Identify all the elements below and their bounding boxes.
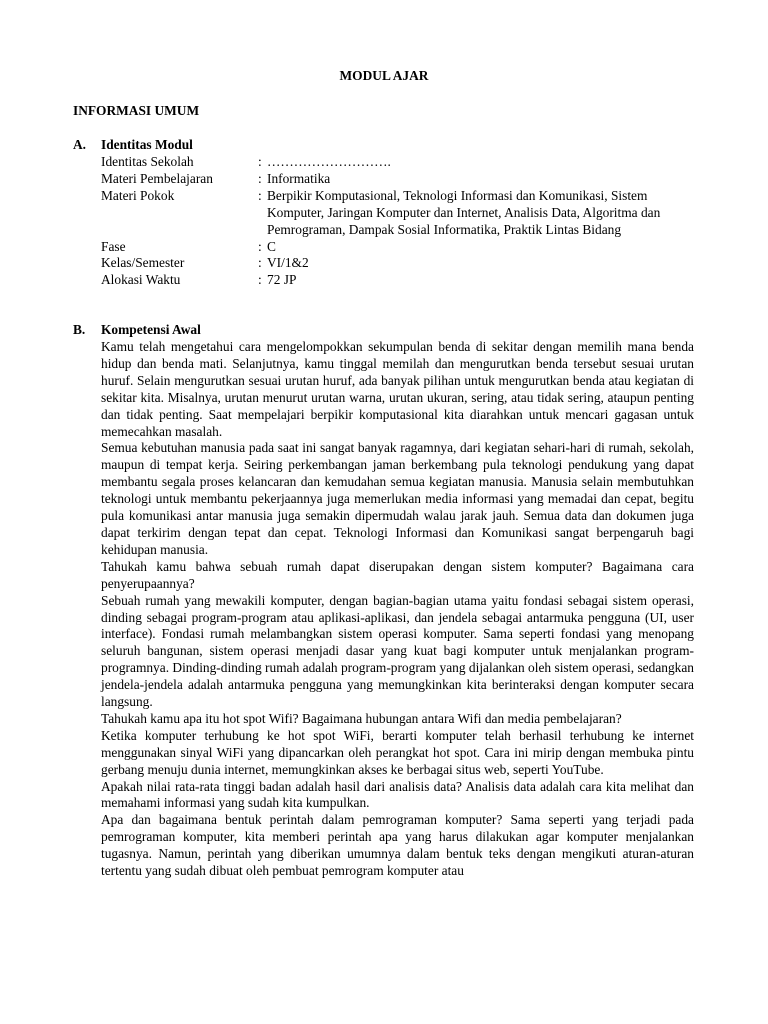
identity-row [101,171,701,188]
identity-row [101,188,701,239]
identity-row [101,154,701,171]
paragraph: Semua kebutuhan manusia pada saat ini sangat banyak ragamnya, dari kegiatan sehari-hari di rumah, sekolah, maupun di tempat kerja. Seiring perkembangan jaman berkembang pula teknologi pendukung yang dapat membantu segala proses kelancaran dan kemudahan semua kegiatan manusia. Manusia selain membutuhkan teknologi untuk membantu pekerjaannya juga memerlukan media informasi yang memadai dan cepat, begitu pula komunikasi antar manusia juga semakin dipermudah walau jarak jauh. Semua data dan dokumen juga dapat terkirim dengan tepat dan cepat. Teknologi Informasi dan Komunikasi sangat berpengaruh bagi kehidupan manusia. [101,440,694,557]
identity-label: Kelas/Semester [101,255,185,271]
identity-row [101,272,701,289]
identity-value: Informatika [267,170,331,186]
section-b-title: Kompetensi Awal [101,322,201,337]
section-a-title: Identitas Modul [101,137,193,152]
section-a-letter: A. [73,137,87,152]
identity-label: Materi Pembelajaran [101,170,213,186]
identity-value: ………………………. [267,154,391,169]
identity-colon: : [258,154,262,169]
document-title: MODUL AJAR [339,68,429,83]
identity-value: 72 JP [267,272,297,288]
paragraph: Ketika komputer terhubung ke hot spot WiFi, berarti komputer telah berhasil terhubung ke internet menggunakan sinyal WiFi yang dipancarkan oleh perangkat hot spot. Cara ini mirip dengan membuka pintu gerbang menuju dunia internet, memungkinkan akses ke berbagai situs web, seperti YouTube. [101,727,694,777]
paragraph: Sebuah rumah yang mewakili komputer, dengan bagian-bagian utama yaitu fondasi sebagai sistem operasi, dinding sebagai program-program atau aplikasi-aplikasi, dan jendela sebagai antarmuka pengguna (UI, user interface). Fondasi rumah melambangkan sistem operasi komputer. Sama seperti fondasi yang menopang seluruh bangunan, sistem operasi menjadi dasar yang kuat bagi komputer untuk menjalankan program-programnya. Dinding-dinding rumah adalah program-program yang dijalankan oleh sistem operasi, sedangkan jendela-jendela adalah antarmuka pengguna yang memungkinkan kita berinteraksi dengan komputer secara langsung. [101,592,694,710]
identity-value: VI/1&2 [267,255,309,271]
paragraph: Tahukah kamu apa itu hot spot Wifi? Bagaimana hubungan antara Wifi dan media pembelajaran? [101,710,622,726]
section-b-heading [73,322,201,339]
paragraph: Kamu telah mengetahui cara mengelompokkan sekumpulan benda di sekitar dengan memilih mana benda hidup dan benda mati. Selanjutnya, kamu tinggal memilah dan mengurutkan benda tersebut sesuai urutan huruf. Selain mengurutkan sesuai urutan huruf, ada banyak pilihan untuk mengurutkan benda atau kegiatan di sekitar kita. Misalnya, urutan menurut urutan warna, urutan ukuran, sering, atau tidak sering, ataupun penting dan tidak penting. Saat mempelajari berpikir komputasional kita diarahkan untuk mencari gagasan untuk memecahkan masalah. [101,339,694,439]
identity-value-materi-pokok: Berpikir Komputasional, Teknologi Informasi dan Komunikasi, Sistem Komputer, Jaringan Komputer dan Internet, Analisis Data, Algoritma dan Pemrograman, Dampak Sosial Informatika, Praktik Lintas Bidang [267,187,661,237]
identity-value: C [267,238,276,254]
section-heading-informasi-umum: INFORMASI UMUM [73,103,200,118]
identity-table [101,154,701,289]
paragraph: Tahukah kamu bahwa sebuah rumah dapat diserupakan dengan sistem komputer? Bagaimana cara penyerupaannya? [101,558,694,591]
identity-colon: : [258,238,262,254]
identity-label: Fase [101,238,126,254]
identity-row [101,255,701,272]
identity-label: Identitas Sekolah [101,154,194,169]
identity-row [101,239,701,256]
identity-colon: : [258,187,262,203]
identity-colon: : [258,272,262,288]
kompetensi-awal-body [101,339,694,880]
identity-label: Materi Pokok [101,187,175,203]
identity-colon: : [258,170,262,186]
paragraph: Apakah nilai rata-rata tinggi badan adalah hasil dari analisis data? Analisis data adalah cara kita melihat dan memahami informasi yang sudah kita kumpulkan. [101,778,694,811]
section-a-heading [73,137,193,154]
identity-label: Alokasi Waktu [101,272,181,288]
paragraph: Apa dan bagaimana bentuk perintah dalam pemrograman komputer? Sama seperti yang terjadi pada pemrograman komputer, kita memberi perintah apa yang harus dilakukan agar komputer menjalankan tugasnya. Namun, perintah yang diberikan umumnya dalam bentuk teks dengan mengikuti aturan-aturan tertentu yang sudah dibuat oleh pembuat pemrogram komputer atau [101,812,694,879]
identity-colon: : [258,255,262,271]
section-b-letter: B. [73,322,86,337]
